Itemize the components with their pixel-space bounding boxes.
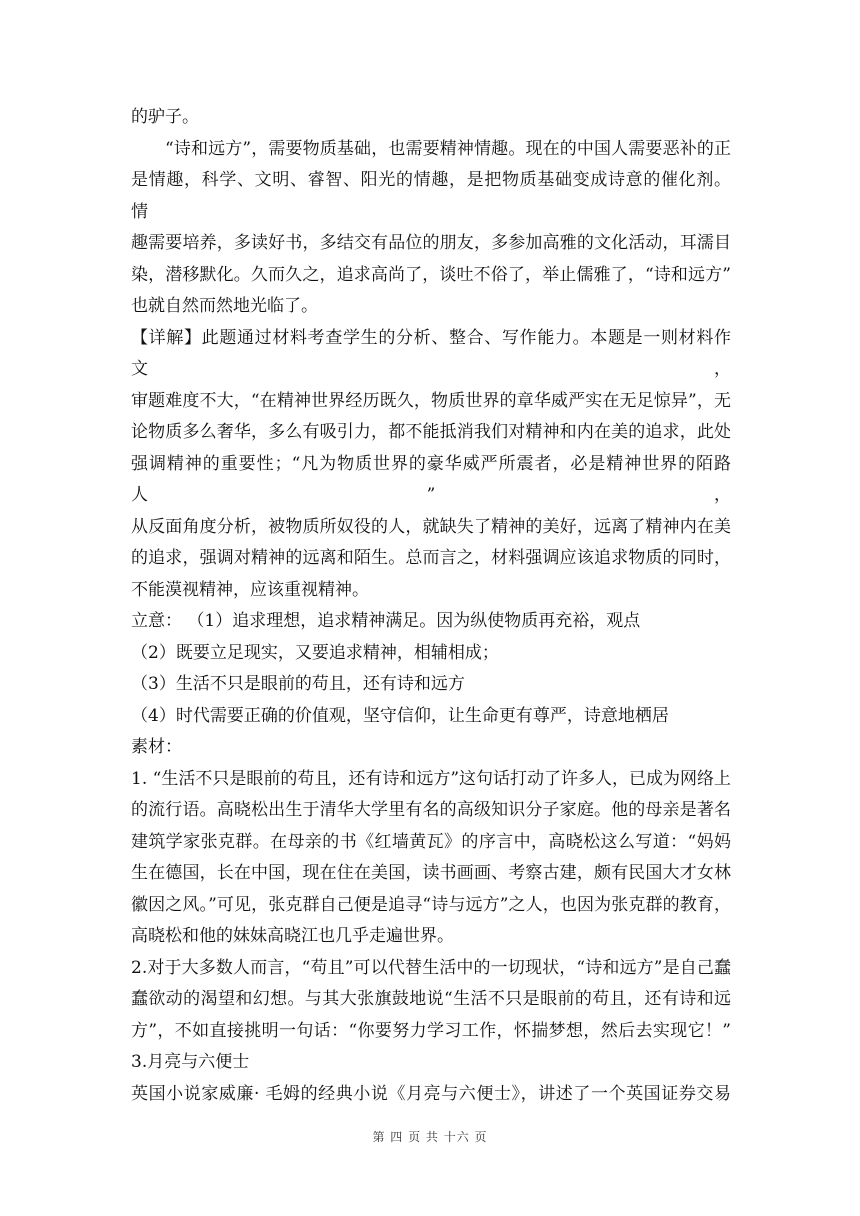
text-line: 2.对于大多数人而言，“苟且”可以代替生活中的一切现状，“诗和远方”是自己蠢: [131, 957, 731, 978]
text-line: 的追求，强调对精神的远离和陌生。总而言之，材料强调应该追求物质的同时，: [131, 548, 731, 568]
text-line: 建筑学家张克群。在母亲的书《红墙黄瓦》的序言中，高晓松这么写道：“妈妈: [131, 831, 731, 852]
text-line: 3.月亮与六便士: [131, 1052, 250, 1072]
text-line: 1. “生活不只是眼前的苟且，还有诗和远方”这句话打动了许多人，已成为网络上: [131, 768, 732, 789]
text-line: “诗和远方”，需要物质基础，也需要精神情趣。现在的中国人需要恶补的正: [165, 138, 731, 159]
text-line: （3）生活不只是眼前的苟且，还有诗和远方: [131, 674, 465, 694]
text-line: 的驴子。: [131, 107, 199, 127]
text-line: 生在德国，长在中国，现在住在美国，读书画画、考察古建，颇有民国大才女林: [131, 863, 731, 883]
text-line: 蠢欲动的渴望和幻想。与其大张旗鼓地说“生活不只是眼前的苟且，还有诗和远: [131, 989, 731, 1009]
text-line: 强调精神的重要性；“凡为物质世界的豪华威严所震者，必是精神世界的陌路人”，: [131, 453, 731, 505]
text-line: 审题难度不大，“在精神世界经历既久，物质世界的章华威严实在无足惊异”，无: [131, 390, 731, 411]
text-line: 不能漠视精神，应该重视精神。: [131, 579, 369, 600]
page-number: 第 四 页 共 十六 页: [372, 1130, 488, 1144]
text-line: 也就自然而然地光临了。: [131, 296, 318, 316]
text-line: 方”，不如直接挑明一句话：“你要努力学习工作，怀揣梦想，然后去实现它！”: [131, 1020, 731, 1041]
text-line: 高晓松和他的妹妹高晓江也几乎走遍世界。: [131, 926, 454, 946]
text-line: 趣需要培养，多读好书，多结交有品位的朋友，多参加高雅的文化活动，耳濡目: [131, 233, 731, 253]
text-line: 徽因之风。”可见，张克群自己便是追寻“诗与远方”之人，也因为张克群的教育，: [131, 894, 731, 915]
text-line: 从反面角度分析，被物质所奴役的人，就缺失了精神的美好，远离了精神内在美: [131, 516, 731, 537]
body-text: [131, 102, 731, 1110]
text-line: 【详解】此题通过材料考查学生的分析、整合、写作能力。本题是一则材料作文，: [131, 327, 731, 379]
text-line: 素材：: [131, 737, 182, 757]
text-line: （4）时代需要正确的价值观，坚守信仰，让生命更有尊严，诗意地栖居: [131, 705, 669, 726]
text-line: 的流行语。高晓松出生于清华大学里有名的高级知识分子家庭。他的母亲是著名: [131, 800, 731, 820]
text-line: 染，潜移默化。久而久之，追求高尚了，谈吐不俗了，举止儒雅了，“诗和远方”: [131, 264, 731, 285]
text-line: 英国小说家威廉· 毛姆的经典小说《月亮与六便士》，讲述了一个英国证券交易: [131, 1083, 731, 1104]
text-line: 立意： （1）追求理想，追求精神满足。因为纵使物质再充裕，观点: [131, 611, 641, 631]
text-line: 论物质多么奢华，多么有吸引力，都不能抵消我们对精神和内在美的追求，此处: [131, 422, 731, 442]
text-line: （2）既要立足现实，又要追求精神，相辅相成；: [131, 642, 499, 663]
text-line: 是情趣，科学、文明、睿智、阳光的情趣，是把物质基础变成诗意的催化剂。 情: [131, 170, 731, 222]
